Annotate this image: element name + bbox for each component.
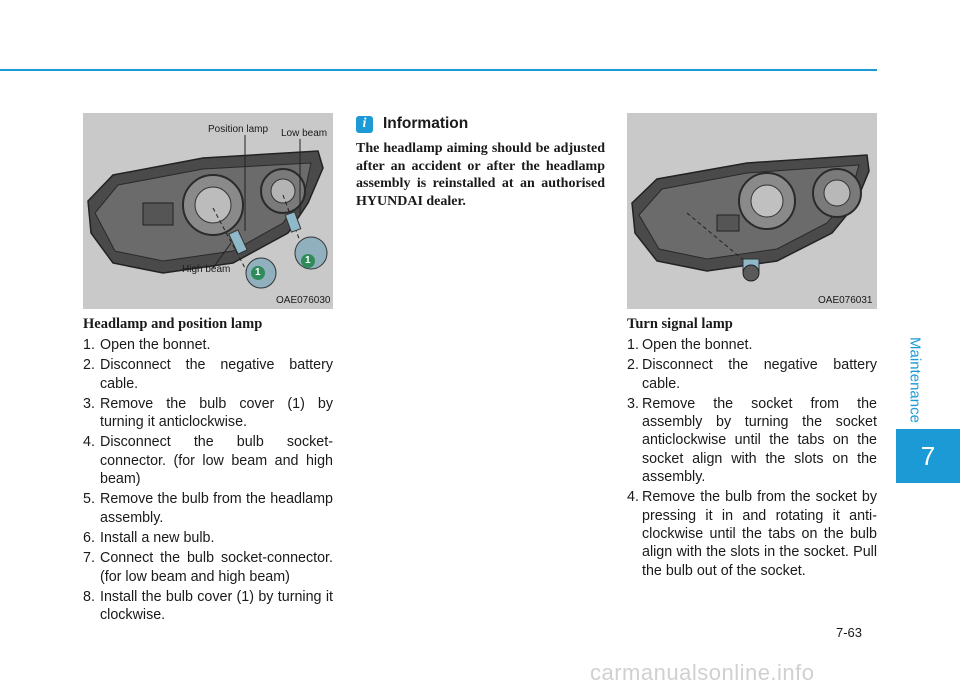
chapter-number-box: 7: [896, 429, 960, 483]
list-item: 1. Open the bonnet.: [83, 337, 211, 353]
information-header: [356, 115, 468, 133]
headlamp-illustration: [83, 113, 333, 309]
top-rule: [0, 69, 877, 71]
information-text: The headlamp aiming should be adjusted after an accident or after the headlamp assembly is reinstalled at an authorised HYUNDAI dealer.: [356, 141, 605, 209]
section-tab-label: Maintenance: [906, 337, 924, 423]
list-item: 8. Install the bulb cover (1) by turning it clockwise.: [83, 588, 333, 624]
figure-code: OAE076031: [818, 295, 873, 306]
list-item: 7. Connect the bulb socket-connector. (for low beam and high beam): [83, 550, 333, 585]
turn-signal-figure: [627, 113, 877, 309]
list-item: 3. Remove the bulb cover (1) by turning it anticlockwise.: [83, 395, 333, 431]
list-item: 2. Disconnect the negative battery cable.: [83, 357, 333, 392]
section-title-headlamp: Headlamp and position lamp: [83, 316, 263, 332]
list-item: 4. Disconnect the bulb socket-connector. (for low beam and high beam): [83, 434, 333, 488]
watermark: carmanualsonline.info: [590, 660, 815, 685]
list-item: 3. Remove the socket from the assembly by turning the socket anticlockwise until the tabs on the socket align with the slots on the assembly.: [627, 395, 877, 486]
section-title-turn-signal: Turn signal lamp: [627, 316, 733, 332]
page-number: 7-63: [836, 625, 863, 640]
list-item: 5. Remove the bulb from the headlamp assembly.: [83, 491, 333, 526]
list-item: 4. Remove the bulb from the socket by pressing it in and rotating it anti-clockwise until the tabs on the bulb align with the slots in the socket. Pull the bulb out of the socket.: [627, 489, 877, 579]
callout-high-beam: High beam: [182, 264, 231, 275]
list-item: 6. Install a new bulb.: [83, 529, 215, 546]
headlamp-figure: [83, 113, 333, 309]
figure-code: OAE076030: [276, 295, 331, 306]
marker-label-1b: 1: [305, 255, 311, 266]
list-item: 1. Open the bonnet.: [627, 337, 753, 353]
turn-signal-illustration: [627, 113, 877, 309]
info-icon: i: [356, 116, 373, 133]
list-item: 2. Disconnect the negative battery cable.: [627, 357, 877, 392]
callout-position-lamp: Position lamp: [208, 124, 269, 135]
information-title: Information: [383, 115, 469, 132]
marker-label-1a: 1: [255, 267, 261, 278]
headlamp-steps: [83, 336, 333, 626]
turn-signal-steps: [627, 336, 877, 582]
callout-low-beam: Low beam: [281, 128, 328, 139]
